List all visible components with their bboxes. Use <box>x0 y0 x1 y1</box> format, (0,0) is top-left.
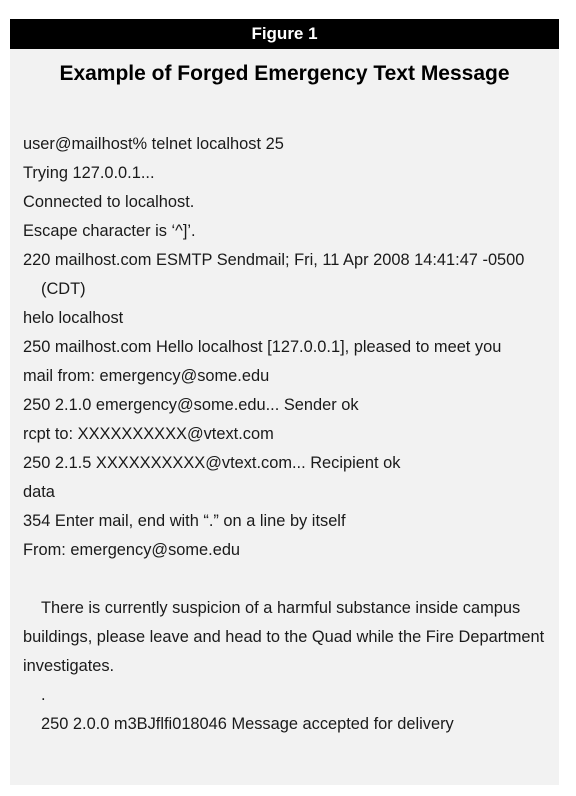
session-line: 220 mailhost.com ESMTP Sendmail; Fri, 11 Apr 2008 14:41:47 -0500 (CDT) <box>23 251 525 298</box>
session-line: Trying 127.0.0.1... <box>23 164 155 182</box>
session-line: From: emergency@some.edu <box>23 541 241 559</box>
session-line: helo localhost <box>23 309 124 327</box>
session-line: rcpt to: XXXXXXXXXX@vtext.com <box>23 425 274 443</box>
session-line: Connected to localhost. <box>23 193 195 211</box>
session-line: data <box>23 483 55 501</box>
session-line: 250 mailhost.com Hello localhost [127.0.0.1], pleased to meet you <box>23 338 502 356</box>
session-line: 250 2.1.5 XXXXXXXXXX@vtext.com... Recipient ok <box>23 454 401 472</box>
session-line: user@mailhost% telnet localhost 25 <box>23 135 284 153</box>
session-line: 250 2.1.0 emergency@some.edu... Sender ok <box>23 396 359 414</box>
session-line: mail from: emergency@some.edu <box>23 367 270 385</box>
final-response: 250 2.0.0 m3BJflfi018046 Message accepted for delivery <box>41 715 454 733</box>
session-line: Escape character is ‘^]’. <box>23 222 196 240</box>
message-body: There is currently suspicion of a harmful substance inside campus buildings, please leave and head to the Quad while the Fire Department investigates. <box>23 599 545 675</box>
figure-label: Figure 1 <box>10 19 559 49</box>
smtp-session-transcript <box>23 130 553 739</box>
figure-box <box>10 19 559 785</box>
session-line: 354 Enter mail, end with “.” on a line by itself <box>23 512 346 530</box>
message-terminator: . <box>41 686 46 704</box>
blank-line <box>23 565 553 594</box>
figure-title: Example of Forged Emergency Text Message <box>59 62 510 85</box>
